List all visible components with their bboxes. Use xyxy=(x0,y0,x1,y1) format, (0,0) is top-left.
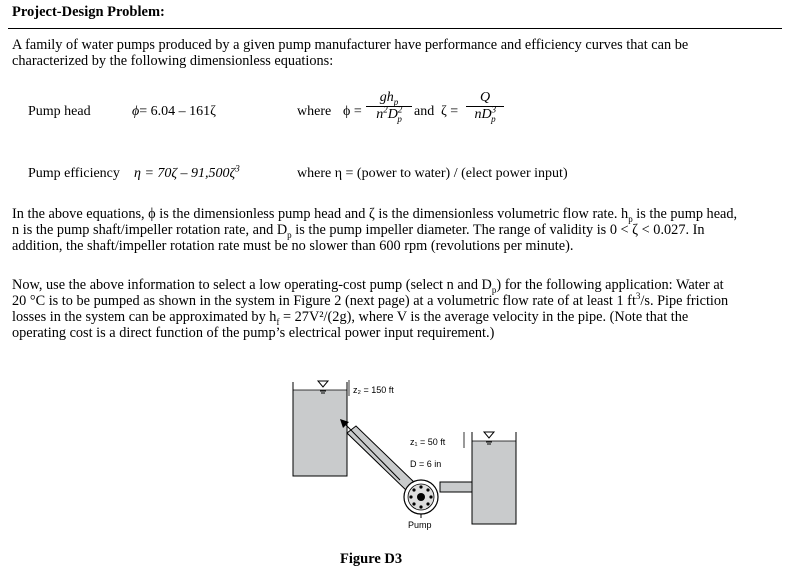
para3-line-3: losses in the system can be approximated by $h_f = 27V^2/(2g)$, where V is the average velocity in the pipe. (Note that the xyxy=(12,309,689,327)
para2-line-2: n is the pump shaft/impeller rotation rate, and $D_p$ is the pump impeller diameter. The range of validity is 0 < ζ < 0.027. In xyxy=(12,222,705,240)
phi-numerator: $gh_p$ xyxy=(366,90,412,107)
problem-title: Project-Design Problem: xyxy=(12,4,165,20)
para3-line-4: operating cost is a direct function of the pump’s electrical power input requirement.) xyxy=(12,325,495,341)
suction-pipe xyxy=(440,482,472,492)
lower-reservoir-water xyxy=(472,441,516,524)
zeta-numerator: Q xyxy=(466,90,504,107)
para2-line-1: In the above equations, ϕ is the dimensionless pump head and ζ is the dimensionless volumetric flow rate. $h_p$ is the pump head, xyxy=(12,206,738,224)
pump-shaft xyxy=(417,493,425,501)
z1-label: z₁ = 50 ft xyxy=(410,437,446,447)
intro-line-2: characterized by the following dimensionless equations: xyxy=(12,53,334,69)
para3-line-1: Now, use the above information to select a low operating-cost pump (select n and $D_p$) for the following application: Water at xyxy=(12,277,724,295)
pump-efficiency-label: Pump efficiency xyxy=(28,166,120,181)
diameter-label: D = 6 in xyxy=(410,459,442,469)
upper-reservoir-water xyxy=(293,390,347,476)
z2-label: z₂ = 150 ft xyxy=(353,385,394,395)
efficiency-definition: where η = (power to water) / (elect power input) xyxy=(297,166,568,181)
pump-label: Pump xyxy=(408,520,432,530)
pump-efficiency-equation: $\eta = 70\zeta - 91,500\zeta^3$ xyxy=(134,163,240,181)
para3-line-2: 20 °C is to be pumped as shown in the system in Figure 2 (next page) at a volumetric flow rate of at least 1 $ft^3/s$. Pipe friction xyxy=(12,291,729,309)
phi-definition-lhs: ϕ = xyxy=(343,104,362,119)
flow-arrow-line xyxy=(346,425,400,480)
lower-level-triangle-icon xyxy=(484,432,494,438)
phi-denominator: $n^2D^2_p$ xyxy=(376,104,403,124)
where-label: where xyxy=(297,104,332,119)
zeta-definition-lhs: ζ = xyxy=(441,104,459,119)
intro-line-1: A family of water pumps produced by a given pump manufacturer have performance and efficiency curves that can be xyxy=(12,37,689,53)
and-label: and xyxy=(414,104,435,119)
pump-head-rhs: = 6.04 – 161ζ xyxy=(139,104,216,119)
figure-caption: Figure D3 xyxy=(340,551,403,567)
pump-head-label: Pump head xyxy=(28,104,91,119)
upper-level-triangle-icon xyxy=(318,381,328,387)
discharge-pipe xyxy=(347,426,418,493)
phi-symbol: ϕ xyxy=(132,104,140,119)
para2-line-3: addition, the shaft/impeller rotation rate must be no slower than 600 rpm (revolutions per minute). xyxy=(12,238,574,254)
zeta-denominator: $nD^3_p$ xyxy=(474,104,497,124)
